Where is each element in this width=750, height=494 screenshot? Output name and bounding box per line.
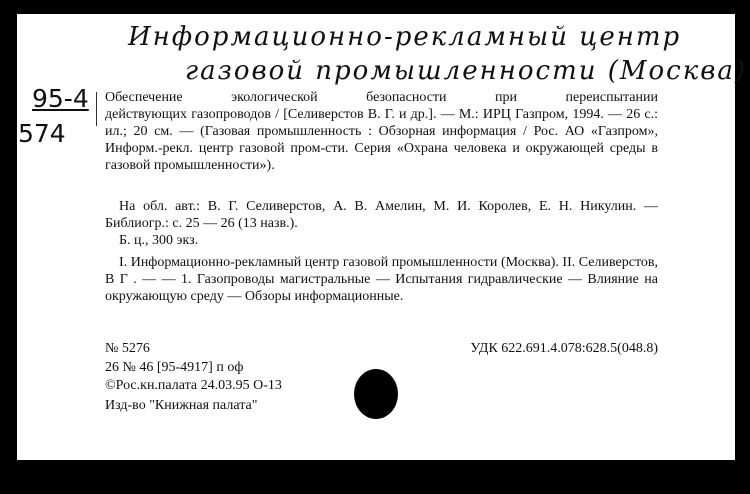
handwritten-heading-line-1: Информационно-рекламный центр	[128, 22, 682, 52]
margin-mark	[96, 92, 97, 126]
udk-code: УДК 622.691.4.078:628.5(048.8)	[470, 341, 658, 356]
record-description: действующих газопроводов / [Селиверстов В. Г. и др.]. — М.: ИРЦ Газпром, 1994. — 26 с.: ил.; 20 см. — (Газовая промышленность : Обзорная информация / Рос. АО «Газпром», Информ.-рекл. центр газовой пром-сти. Серия «Охрана человека и окружающей среды в газовой промышленности»).	[105, 107, 658, 173]
record-subjects: I. Информационно-рекламный центр газовой промышленности (Москва). II. Селиверстов, В Г . — — 1. Газопроводы магистральные — Испытания гидравлические — Влияние на окружающую среду — Обзоры информационные.	[105, 255, 658, 304]
footer-line-4: Изд-во "Книжная палата"	[105, 398, 258, 413]
call-number-bottom: 574	[18, 119, 66, 148]
record-authors: На обл. авт.: В. Г. Селиверстов, А. В. Амелин, М. И. Королев, Е. Н. Никулин. — Библиогр.: с. 25 — 26 (13 назв.).	[105, 199, 658, 231]
record-title-line: Обеспечение экологической безопасности при переиспытании	[105, 90, 658, 105]
handwritten-heading-line-2: газовой промышленности (Москва)	[185, 56, 748, 86]
record-number: № 5276	[105, 341, 150, 356]
ink-blot	[354, 369, 398, 419]
footer-line-3: ©Рос.кн.палата 24.03.95 О-13	[105, 378, 282, 393]
footer-row-1	[105, 341, 658, 357]
call-number-top: 95-4	[32, 84, 89, 113]
record-price: Б. ц., 300 экз.	[119, 233, 199, 248]
footer-line-2: 26 № 46 [95-4917] п оф	[105, 360, 244, 375]
